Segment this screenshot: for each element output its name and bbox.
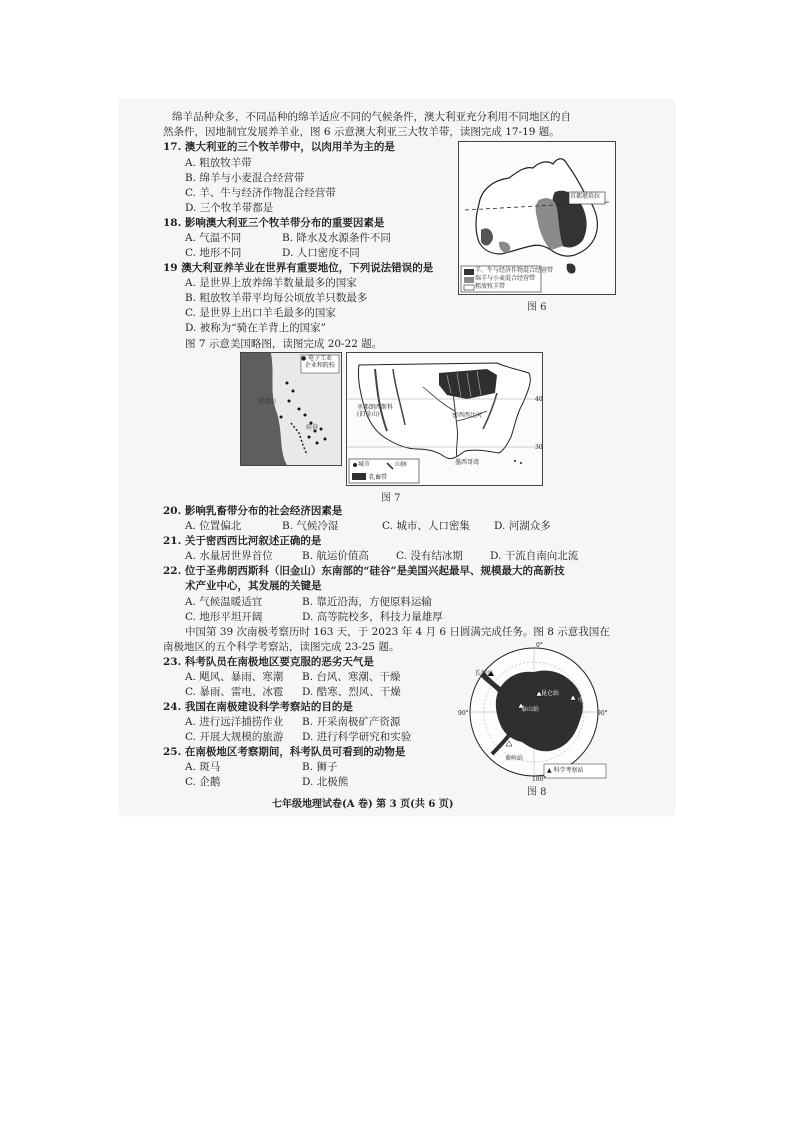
fig8-intro-line-1: 中国第 39 次南极考察历时 163 天，于 2023 年 4 月 6 日圆满完成任务。图 8 示意我国在 [185, 626, 610, 638]
fig8-intro-line-2: 南极地区的五个科学考察站，读图完成 23-25 题。 [163, 641, 400, 653]
intro-line-2: 然条件，因地制宜发展养羊业，图 6 示意澳大利亚三大牧羊带，读图完成 17-19 题。 [163, 126, 560, 138]
figure-8-caption: 图 8 [527, 787, 547, 798]
q20-option-c: C. 城市、人口密集 [382, 520, 470, 532]
q25-option-d: D. 北极熊 [302, 776, 349, 788]
q22-option-d: D. 高等院校多，科技力量雄厚 [302, 611, 443, 623]
q17-option-a: A. 粗放牧羊带 [185, 157, 252, 169]
figure-7-caption: 图 7 [381, 493, 401, 504]
fig8-station-great-wall: 长城站 [475, 670, 494, 677]
fig7-legend-city: 城市 [358, 461, 371, 468]
q20-option-b: B. 气候冷湿 [282, 520, 339, 532]
q25-option-b: B. 狮子 [302, 761, 338, 773]
q17-option-b: B. 绵羊与小麦混合经营带 [185, 172, 305, 184]
q23-option-a: A. 飓风、暴雨、寒潮 [185, 671, 284, 683]
fig8-deg-180: 180° [532, 776, 547, 783]
fig6-legend-mixed: 羊、牛与经济作物混合经营带 [475, 267, 554, 274]
fig8-deg-90e: 90° [597, 710, 608, 717]
fig7-mississippi-label: 密西西比河 [452, 412, 483, 419]
page-footer: 七年级地理试卷(A 卷) 第 3 页(共 6 页) [272, 799, 454, 810]
fig7-sf-label: 圣弗朗西斯科 (旧金山) [357, 404, 394, 418]
question-17: 17. 澳大利亚的三个牧羊带中，以肉用羊为主的是 [163, 141, 395, 153]
question-18: 18. 影响澳大利亚三个牧羊带分布的重要因素是 [163, 217, 385, 229]
fig6-legend-sheep-wheat: 绵羊与小麦混合经营带 [475, 275, 536, 282]
question-21: 21. 关于密西西比河叙述正确的是 [163, 535, 322, 547]
question-23: 23. 科考队员在南极地区要克服的恶劣天气是 [163, 656, 374, 668]
fig8-legend: ▲ 科学考察站 [547, 767, 584, 774]
q17-option-c: C. 羊、牛与经济作物混合经营带 [185, 187, 336, 199]
question-19: 19 澳大利亚养羊业在世界有重要地位，下列说法错误的是 [163, 262, 434, 274]
figure-7-inset-map [240, 352, 342, 466]
q23-option-c: C. 暴雨、雷电、冰雹 [185, 686, 284, 698]
q17-option-d: D. 三个牧羊带都是 [185, 202, 274, 214]
fig6-capital-label: 首都堪培拉 [570, 193, 601, 200]
q19-option-d: D. 被称为“骑在羊背上的国家” [185, 322, 326, 334]
silicon-valley-inset-icon [241, 353, 341, 465]
q21-option-b: B. 航运价值高 [302, 550, 369, 562]
fig7-intro: 图 7 示意美国略图，读图完成 20-22 题。 [185, 338, 383, 350]
q23-option-b: B. 台风、寒潮、干燥 [302, 671, 401, 683]
q20-option-a: A. 位置偏北 [185, 520, 242, 532]
fig7-legend-mountain: 山脉 [395, 461, 408, 468]
question-25: 25. 在南极地区考察期间，科考队员可看到的动物是 [163, 746, 406, 758]
q20-option-d: D. 河湖众多 [494, 520, 551, 532]
q18-option-d: D. 人口密度不同 [282, 247, 360, 259]
q22-option-c: C. 地形平坦开阔 [185, 611, 263, 623]
fig7-legend-dairy: 乳畜带 [369, 474, 388, 481]
fig7-lat-40: 40 [535, 396, 543, 403]
q25-option-a: A. 斑马 [185, 761, 221, 773]
q19-option-c: C. 是世界上出口羊毛最多的国家 [185, 307, 336, 319]
q24-option-b: B. 开采南极矿产资源 [302, 716, 401, 728]
q19-option-b: B. 粗放牧羊带平均每公顷放羊只数最多 [185, 292, 368, 304]
fig8-deg-0: 0° [536, 642, 543, 649]
q24-option-d: D. 进行科学研究和实验 [302, 731, 412, 743]
q23-option-d: D. 酷寒、烈风、干燥 [302, 686, 401, 698]
usa-map-icon [347, 353, 542, 485]
q24-option-c: C. 开展大规模的旅游 [185, 731, 284, 743]
q22-option-a: A. 气候温暖适宜 [185, 596, 263, 608]
q22-option-b: B. 靠近沿海，方便原料运输 [302, 596, 432, 608]
question-24: 24. 我国在南极建设科学考察站的目的是 [163, 701, 353, 713]
fig8-station-qinling: 秦岭站 [505, 755, 524, 762]
fig6-legend-pastoral: 粗放牧羊带 [475, 283, 506, 290]
fig7-lat-30: 30 [535, 444, 543, 451]
figure-7-usa-map [346, 352, 543, 486]
fig8-station-kunlun: 昆仑站 [541, 690, 560, 697]
fig8-station-taishan: 泰山站 [521, 706, 540, 713]
q19-option-a: A. 是世界上放养绵羊数量最多的国家 [185, 277, 357, 289]
q25-option-c: C. 企鹅 [185, 776, 221, 788]
q18-option-c: C. 地形不同 [185, 247, 242, 259]
q18-option-a: A. 气温不同 [185, 232, 242, 244]
q21-option-d: D. 干流自南向北流 [490, 550, 579, 562]
q18-option-b: B. 降水及水源条件不同 [282, 232, 391, 244]
q21-option-a: A. 水量居世界首位 [185, 550, 273, 562]
fig8-deg-90w: 90° [458, 710, 469, 717]
question-22-line-2: 术产业中心，其发展的关键是 [185, 580, 322, 592]
question-22-line-1: 22. 位于圣弗朗西斯科（旧金山）东南部的“硅谷”是美国兴起最早、规模最大的高新技 [163, 565, 565, 577]
q24-option-a: A. 进行远洋捕捞作业 [185, 716, 284, 728]
fig7-inset-sf-label: 旧金山 [258, 398, 277, 405]
q21-option-c: C. 没有结冰期 [396, 550, 463, 562]
figure-6-caption: 图 6 [527, 302, 547, 313]
intro-line-1: 绵羊品种众多，不同品种的绵羊适应不同的气候条件，澳大利亚充分利用不同地区的自 [172, 111, 571, 123]
fig7-inset-sv-label: 硅谷 [306, 424, 319, 431]
fig7-gulf-label: 墨西哥湾 [455, 459, 480, 466]
fig7-inset-legend: ● 电子工业 企业和院校 [301, 355, 335, 369]
question-20: 20. 影响乳畜带分布的社会经济因素是 [163, 505, 343, 517]
fig8-station-zhongshan: 中山站 [578, 697, 597, 704]
